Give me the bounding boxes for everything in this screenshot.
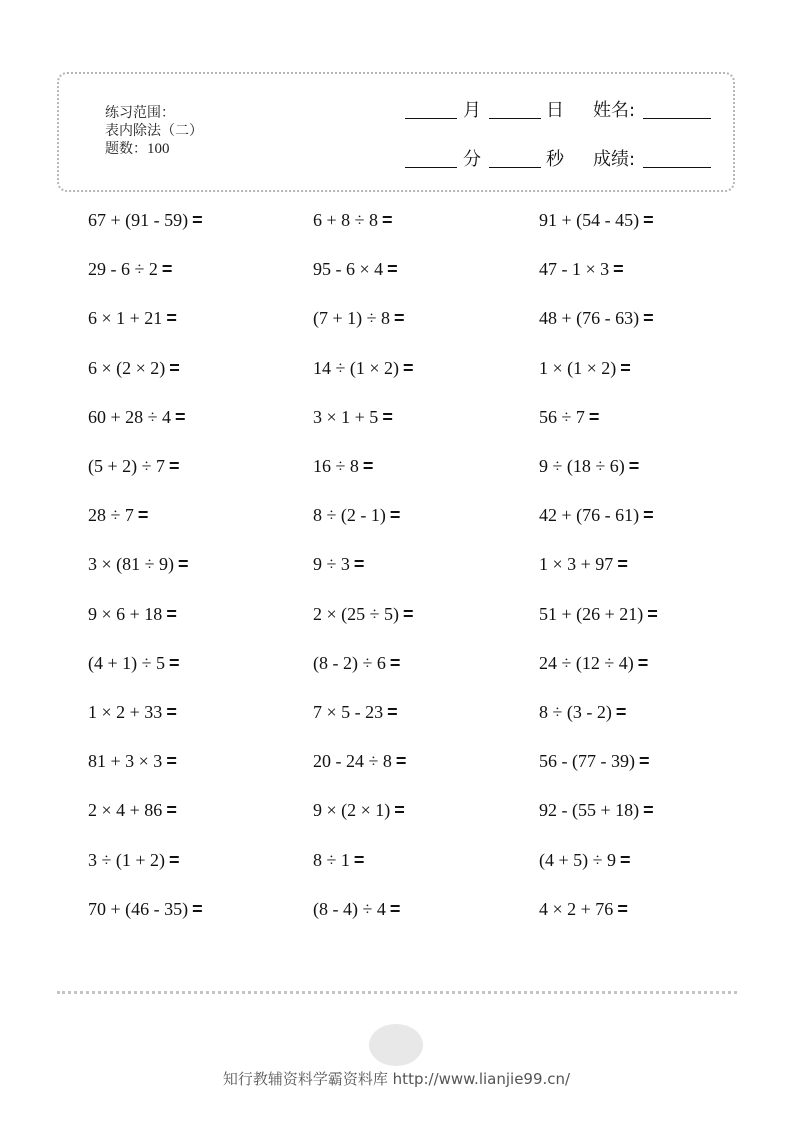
problem-row [88,894,728,924]
equals-sign: = [403,358,414,378]
problem-expression: 16 ÷ 8 [313,456,359,476]
minute-label: 分 [463,149,481,170]
equals-sign: = [169,653,180,673]
equals-sign: = [643,800,654,820]
divider [57,991,737,994]
problem-expression: 9 × 6 + 18 [88,604,163,624]
problem-item[interactable] [539,599,658,629]
problem-item[interactable] [539,845,631,875]
problem-item[interactable] [539,254,624,284]
count-line [105,140,203,158]
problem-item[interactable] [313,303,405,333]
problem-expression: 6 + 8 ÷ 8 [313,210,379,230]
problem-item[interactable] [88,795,177,825]
problem-item[interactable] [88,303,177,333]
problem-expression: 9 ÷ (18 ÷ 6) [539,456,625,476]
equals-sign: = [137,505,149,525]
problem-expression: 1 × 2 + 33 [88,702,163,722]
day-label: 日 [546,100,564,121]
problem-row [88,500,728,530]
problem-row [88,845,728,875]
date-name-row [405,98,725,126]
problem-item[interactable] [539,648,648,678]
count-value: 100 [147,141,170,157]
equals-sign: = [353,554,365,574]
problem-expression: 8 ÷ (3 - 2) [539,702,612,722]
problem-expression: (4 + 5) ÷ 9 [539,850,617,870]
range-value: 表内除法（二） [105,123,203,139]
problem-item[interactable] [539,549,628,579]
second-label: 秒 [546,149,564,170]
second-blank[interactable] [489,167,541,168]
equals-sign: = [588,407,600,427]
problem-row [88,353,728,383]
problem-item[interactable] [88,205,203,235]
equals-sign: = [166,604,177,624]
footer-text: 知行教辅资料学霸资料库 http://www.lianjie99.cn/ [222,1070,571,1088]
equals-sign: = [638,751,650,771]
count-label: 题数： [105,141,147,157]
problem-item[interactable] [88,254,172,284]
equals-sign: = [647,604,658,624]
equals-sign: = [403,604,414,624]
problem-expression: 28 ÷ 7 [88,505,134,525]
problem-expression: (8 - 4) ÷ 4 [313,899,386,919]
problem-expression: (8 - 2) ÷ 6 [313,653,386,673]
equals-sign: = [161,259,173,279]
equals-sign: = [178,554,189,574]
equals-sign: = [353,850,365,870]
problem-expression: 3 × 1 + 5 [313,407,379,427]
problem-item[interactable] [539,795,654,825]
day-blank[interactable] [489,118,541,119]
equals-sign: = [362,456,374,476]
problem-expression: 6 × (2 × 2) [88,358,166,378]
problem-item[interactable] [88,353,180,383]
equals-sign: = [615,702,627,722]
problem-item[interactable] [313,402,393,432]
problem-expression: 29 - 6 ÷ 2 [88,259,158,279]
problem-expression: 95 - 6 × 4 [313,259,384,279]
page-marker [369,1024,423,1066]
problem-item[interactable] [313,795,405,825]
problem-item[interactable] [88,845,180,875]
equals-sign: = [617,554,628,574]
equals-sign: = [617,899,628,919]
problem-item[interactable] [88,451,180,481]
problem-expression: 51 + (26 + 21) [539,604,644,624]
equals-sign: = [389,505,401,525]
problem-item[interactable] [313,697,398,727]
equals-sign: = [192,899,203,919]
problem-item[interactable] [88,894,203,924]
problem-expression: 2 × (25 ÷ 5) [313,604,400,624]
problem-row [88,549,728,579]
equals-sign: = [166,308,177,328]
equals-sign: = [192,210,203,230]
problem-item[interactable] [88,746,177,776]
month-label: 月 [463,100,481,121]
equals-sign: = [643,308,654,328]
problem-expression: 81 + 3 × 3 [88,751,163,771]
equals-sign: = [394,800,405,820]
problem-expression: 8 ÷ (2 - 1) [313,505,386,525]
score-blank[interactable] [643,167,711,168]
problem-item[interactable] [539,500,654,530]
problem-expression: 1 × 3 + 97 [539,554,614,574]
header-box [57,72,735,192]
equals-sign: = [169,456,180,476]
problem-item[interactable] [88,549,189,579]
equals-sign: = [389,653,401,673]
problem-expression: 24 ÷ (12 ÷ 4) [539,653,634,673]
problem-expression: (5 + 2) ÷ 7 [88,456,166,476]
problem-item[interactable] [539,894,628,924]
problem-expression: 92 - (55 + 18) [539,800,640,820]
equals-sign: = [387,702,398,722]
equals-sign: = [620,850,631,870]
problem-expression: 67 + (91 - 59) [88,210,189,230]
problem-item[interactable] [88,648,180,678]
equals-sign: = [394,308,405,328]
problem-row [88,402,728,432]
problem-item[interactable] [313,205,393,235]
equals-sign: = [643,505,654,525]
problem-expression: 1 × (1 × 2) [539,358,617,378]
problem-item[interactable] [539,697,626,727]
equals-sign: = [166,702,177,722]
exercise-info [105,104,203,158]
problem-expression: 14 ÷ (1 × 2) [313,358,400,378]
equals-sign: = [166,800,177,820]
problem-item[interactable] [539,353,631,383]
problem-item[interactable] [539,402,599,432]
problem-item[interactable] [539,746,650,776]
problem-row [88,254,728,284]
range-label: 练习范围： [105,105,175,121]
equals-sign: = [395,751,407,771]
problem-item[interactable] [88,500,148,530]
equals-sign: = [628,456,640,476]
equals-sign: = [620,358,631,378]
equals-sign: = [382,210,393,230]
month-blank[interactable] [405,118,457,119]
problem-expression: 20 - 24 ÷ 8 [313,751,392,771]
problem-row [88,205,728,235]
problem-item[interactable] [539,451,639,481]
problem-row [88,795,728,825]
problem-expression: 42 + (76 - 61) [539,505,640,525]
problem-item[interactable] [313,451,373,481]
problem-expression: 2 × 4 + 86 [88,800,163,820]
equals-sign: = [169,358,180,378]
equals-sign: = [637,653,649,673]
problem-item[interactable] [539,303,654,333]
equals-sign: = [382,407,393,427]
problem-item[interactable] [313,254,398,284]
score-label: 成绩: [593,149,636,170]
equals-sign: = [166,751,177,771]
problem-row [88,599,728,629]
name-blank[interactable] [643,118,711,119]
problem-item[interactable] [313,500,400,530]
problem-expression: 91 + (54 - 45) [539,210,640,230]
equals-sign: = [643,210,654,230]
problem-expression: 9 ÷ 3 [313,554,350,574]
problem-item[interactable] [313,845,364,875]
problem-expression: 3 × (81 ÷ 9) [88,554,175,574]
problem-expression: 9 × (2 × 1) [313,800,391,820]
minute-blank[interactable] [405,167,457,168]
problem-item[interactable] [313,353,414,383]
problem-item[interactable] [313,648,400,678]
problem-expression: 8 ÷ 1 [313,850,350,870]
problem-row [88,697,728,727]
problem-item[interactable] [88,402,186,432]
problem-expression: (4 + 1) ÷ 5 [88,653,166,673]
equals-sign: = [613,259,624,279]
problem-expression: 47 - 1 × 3 [539,259,610,279]
problem-item[interactable] [88,599,177,629]
equals-sign: = [169,850,180,870]
problem-expression: 56 - (77 - 39) [539,751,635,771]
problem-row [88,746,728,776]
problem-item[interactable] [313,549,364,579]
problem-item[interactable] [313,894,400,924]
problem-expression: 56 ÷ 7 [539,407,585,427]
name-label: 姓名: [593,100,636,121]
equals-sign: = [387,259,398,279]
problem-expression: 48 + (76 - 63) [539,308,640,328]
time-score-row [405,147,725,175]
problem-row [88,303,728,333]
equals-sign: = [175,407,186,427]
problem-row [88,648,728,678]
problem-item[interactable] [313,746,406,776]
equals-sign: = [389,899,401,919]
problem-expression: 6 × 1 + 21 [88,308,163,328]
problem-expression: 4 × 2 + 76 [539,899,614,919]
problem-item[interactable] [313,599,414,629]
problem-item[interactable] [539,205,654,235]
problem-expression: 7 × 5 - 23 [313,702,384,722]
problem-expression: 3 ÷ (1 + 2) [88,850,166,870]
problem-expression: 70 + (46 - 35) [88,899,189,919]
problem-expression: 60 + 28 ÷ 4 [88,407,172,427]
problem-row [88,451,728,481]
problem-item[interactable] [88,697,177,727]
problem-expression: (7 + 1) ÷ 8 [313,308,391,328]
